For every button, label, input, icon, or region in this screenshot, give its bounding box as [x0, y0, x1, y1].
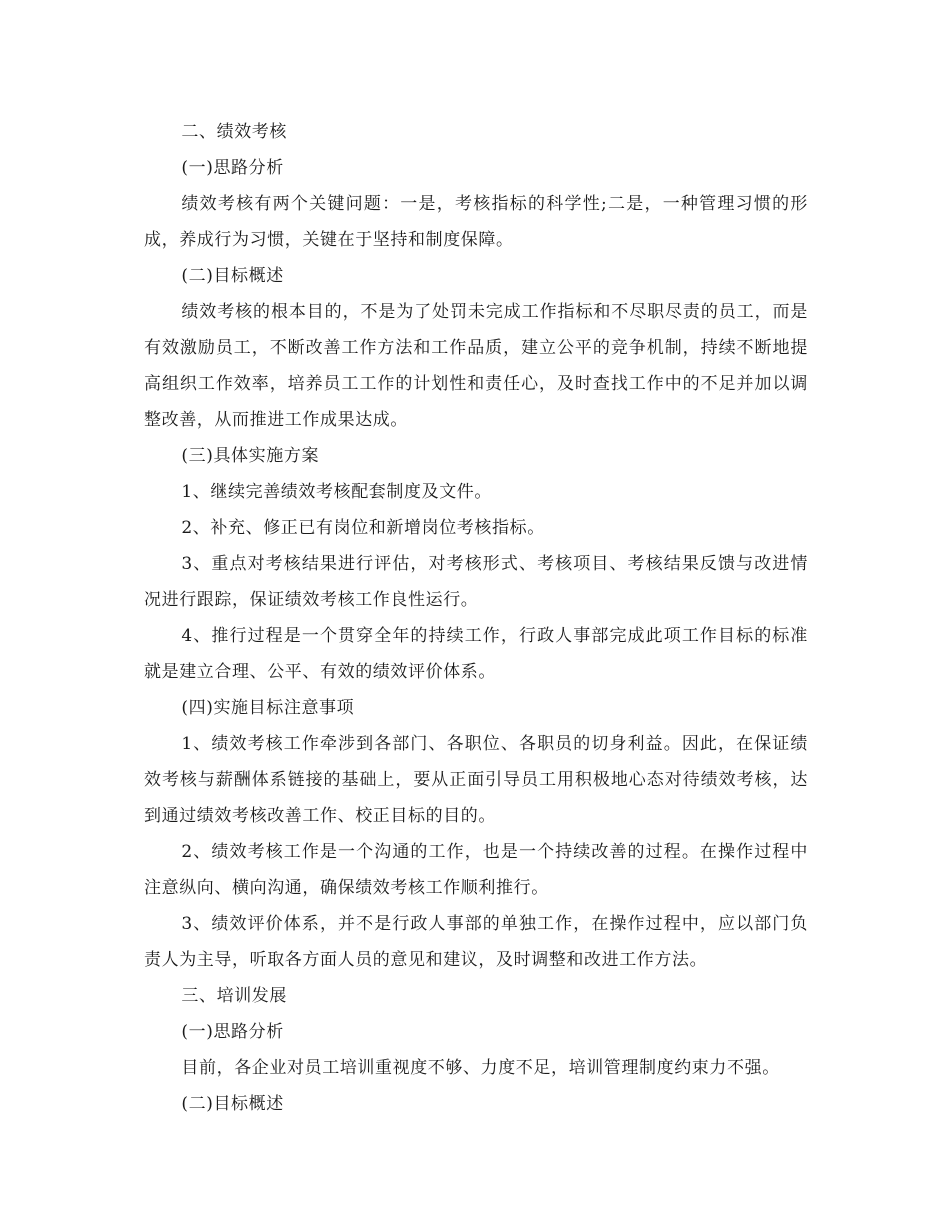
body-paragraph: 绩效考核的根本目的，不是为了处罚未完成工作指标和不尽职尽责的员工，而是有效激励员工，不断改善工作方法和工作品质，建立公平的竞争机制，持续不断地提高组织工作效率，培养员工工作的计划性和责任心，及时查找工作中的不足并加以调整改善，从而推进工作成果达成。: [144, 302, 808, 430]
section-heading: 二、绩效考核: [181, 122, 287, 142]
list-item: 2、绩效考核工作是一个沟通的工作，也是一个持续改善的过程。在操作过程中注意纵向、横向沟通，确保绩效考核工作顺利推行。: [144, 842, 808, 898]
section-heading: 三、培训发展: [181, 986, 287, 1006]
list-item: 1、绩效考核工作牵涉到各部门、各职位、各职员的切身利益。因此，在保证绩效考核与薪酬体系链接的基础上，要从正面引导员工用积极地心态对待绩效考核，达到通过绩效考核改善工作、校正目标的目的。: [144, 734, 808, 826]
subsection-heading: (一)思路分析: [181, 1022, 284, 1042]
list-item: 2、补充、修正已有岗位和新增岗位考核指标。: [181, 518, 545, 538]
subsection-heading: (三)具体实施方案: [181, 446, 320, 466]
list-item: 3、重点对考核结果进行评估，对考核形式、考核项目、考核结果反馈与改进情况进行跟踪，保证绩效考核工作良性运行。: [144, 554, 808, 610]
body-paragraph: 绩效考核有两个关键问题：一是，考核指标的科学性;二是，一种管理习惯的形成，养成行为习惯，关键在于坚持和制度保障。: [144, 194, 808, 250]
list-item: 4、推行过程是一个贯穿全年的持续工作，行政人事部完成此项工作目标的标准就是建立合理、公平、有效的绩效评价体系。: [144, 626, 808, 682]
subsection-heading: (四)实施目标注意事项: [181, 698, 355, 718]
subsection-heading: (二)目标概述: [181, 266, 284, 286]
subsection-heading: (二)目标概述: [181, 1094, 284, 1114]
body-paragraph: 目前，各企业对员工培训重视度不够、力度不足，培训管理制度约束力不强。: [181, 1058, 780, 1078]
document-body: [144, 114, 808, 1122]
list-item: 1、继续完善绩效考核配套制度及文件。: [181, 482, 493, 502]
list-item: 3、绩效评价体系，并不是行政人事部的单独工作，在操作过程中，应以部门负责人为主导，听取各方面人员的意见和建议，及时调整和改进工作方法。: [144, 914, 808, 970]
subsection-heading: (一)思路分析: [181, 158, 284, 178]
